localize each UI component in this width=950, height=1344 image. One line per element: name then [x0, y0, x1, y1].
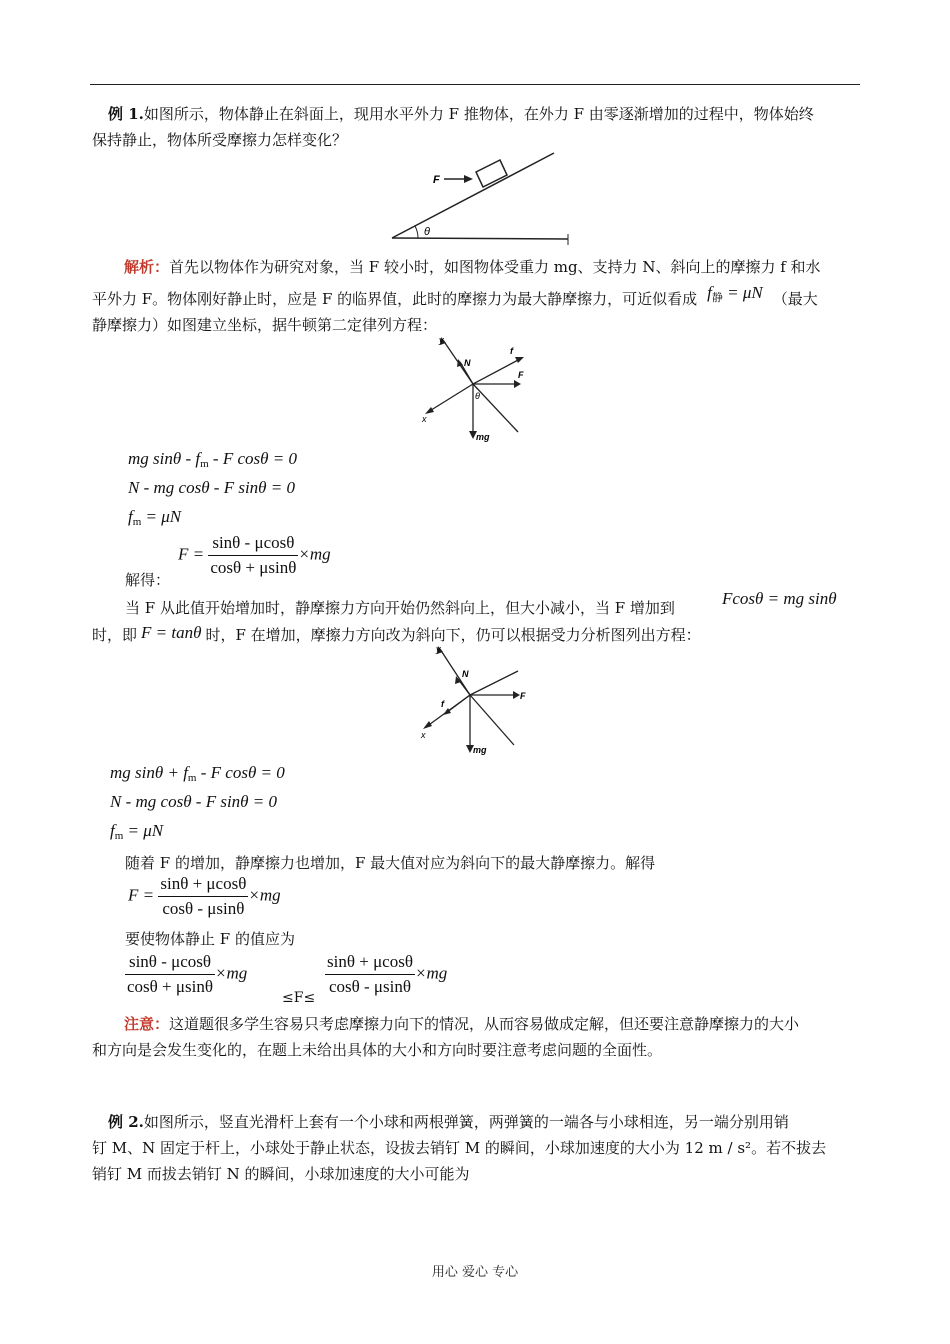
analysis-text2a: 平外力 F。物体刚好静止时，应是 F 的临界值，此时的摩擦力为最大静摩擦力，可近似看成 [92, 290, 698, 308]
axis-x-label: x [421, 730, 426, 740]
para2-line2: 时，即 F = tanθ 时，F 在增加，摩擦力方向改为斜向下，仍可以根据受力分析图列出方程： [92, 623, 701, 644]
analysis-line3: 静摩擦力）如图建立坐标，据牛顿第二定律列方程： [92, 316, 438, 334]
range-lower: $\frac{\sin\theta - \mu\cos\theta}{\cos\theta + \mu\sin\theta}$ ×mg [127, 952, 248, 996]
header-rule [90, 84, 860, 85]
incline-figure [380, 150, 580, 250]
para2-math2: F = tanθ [141, 623, 202, 642]
axis-x-label: x [422, 414, 427, 424]
force-diagram-1 [418, 332, 538, 447]
range-text: 要使物体静止 F 的值应为 [125, 930, 295, 948]
equation-2c: $f_m = \mu N$ [110, 821, 164, 842]
range-inequality: ≤F≤ [282, 990, 316, 1006]
para2-math1: Fcosθ = mg sinθ [722, 589, 837, 608]
para3-text: 随着 F 的增加，静摩擦力也增加，F 最大值对应为斜向下的最大静摩擦力。解得 [125, 854, 656, 872]
normal-force-label: N [462, 669, 469, 679]
friction-label: f [510, 346, 513, 356]
solution-label: 解得： [125, 571, 171, 589]
analysis-label: 解析： [124, 258, 170, 276]
equation-2a: mg $\sin\theta + f_m - F$ cosθ = 0 [110, 763, 285, 784]
equation-1c: $f_m = \mu N$ [128, 507, 182, 528]
angle-label: θ [424, 226, 430, 238]
example1-text1: 如图所示，物体静止在斜面上，现用水平外力 F 推物体，在外力 F 由零逐渐增加的过程中，物体始终 [143, 105, 814, 123]
page-footer: 用心 爱心 专心 [431, 1265, 519, 1280]
solution-2: F = $\frac{\sin\theta + \mu\cos\theta}{\cos\theta - \mu\sin\theta}$ ×mg [128, 874, 281, 918]
gravity-label: mg [476, 432, 490, 442]
angle-label: θ [475, 391, 480, 401]
note-line1: 注意：这道题很多学生容易只考虑摩擦力向下的情况，从而容易做成定解，但还要注意静摩擦力的大小 [124, 1015, 800, 1033]
friction-label: f [441, 699, 444, 709]
example2-line1: 例 2.如图所示，竖直光滑杆上套有一个小球和两根弹簧，两弹簧的一端各与小球相连，另一端分别用销 [108, 1113, 789, 1131]
example1-line1 [92, 101, 860, 127]
analysis-text1: 首先以物体作为研究对象，当 F 较小时，如图物体受重力 mg、支持力 N、斜向上的摩擦力 f 和水 [169, 258, 821, 276]
analysis-text2b: （最大 [772, 290, 818, 308]
example2-label: 例 2. [108, 1113, 144, 1131]
force-diagram-2 [418, 643, 538, 758]
note-line2: 和方向是会发生变化的，在题上未给出具体的大小和方向时要注意考虑问题的全面性。 [92, 1041, 663, 1059]
force-label: F [520, 691, 526, 701]
axis-y-label: y [439, 335, 444, 345]
note-label: 注意： [124, 1015, 170, 1033]
equation-1a: mg sinθ - $f_m$ - F cosθ = 0 [128, 449, 297, 470]
example2-line2: 钉 M、N 固定于杆上，小球处于静止状态，设拔去销钉 M 的瞬间，小球加速度的大小为 12 m / s²。若不拔去 [92, 1139, 827, 1157]
normal-force-label: N [464, 358, 471, 368]
axis-y-label: y [436, 644, 441, 654]
force-label: F [433, 174, 440, 186]
gravity-label: mg [473, 745, 487, 755]
equation-1b: N - mg cosθ - F sinθ = 0 [128, 478, 295, 497]
example2-line3: 销钉 M 而拔去销钉 N 的瞬间，小球加速度的大小可能为 [92, 1165, 470, 1183]
example1-line2: 保持静止，物体所受摩擦力怎样变化？ [92, 131, 348, 149]
equation-2b: N - mg cosθ - F sinθ = 0 [110, 792, 277, 811]
force-label: F [518, 370, 524, 380]
f-static-formula: $f_静 = \mu N$ [707, 283, 763, 304]
para2-line1: 当 F 从此值开始增加时，静摩擦力方向开始仍然斜向上，但大小减小，当 F 增加到 [125, 599, 675, 617]
example1-label: 例 1. [108, 105, 144, 123]
range-upper: $\frac{\sin\theta + \mu\cos\theta}{\cos\theta - \mu\sin\theta}$ ×mg [327, 952, 448, 996]
solution-1: F = $\frac{\sin\theta - \mu\cos\theta}{\cos\theta + \mu\sin\theta}$ ×mg [178, 533, 331, 577]
block-on-incline [476, 160, 507, 187]
analysis-line1 [92, 254, 860, 280]
